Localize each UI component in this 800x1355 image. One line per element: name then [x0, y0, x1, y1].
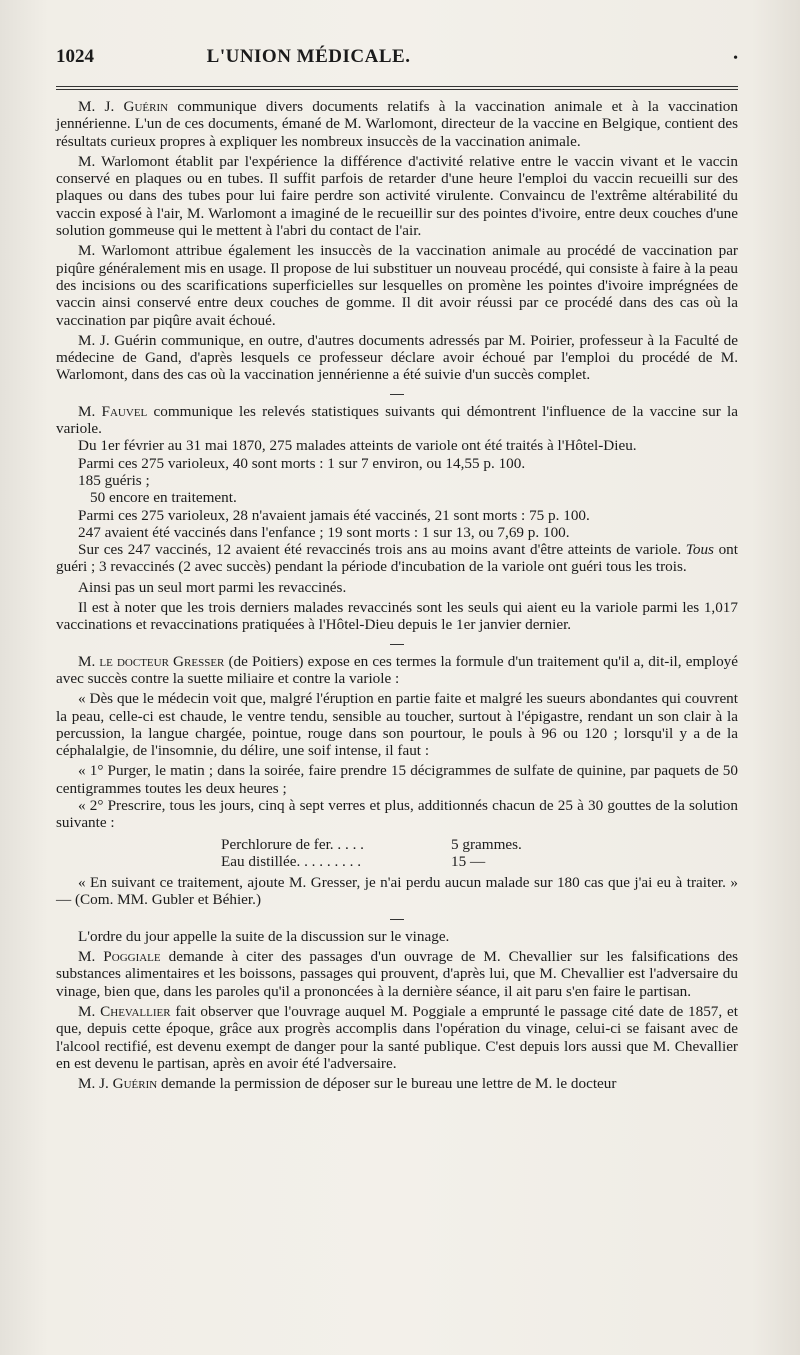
- ingredient-quantity: 5 grammes.: [451, 835, 522, 853]
- section-divider: [390, 394, 404, 395]
- quoted-paragraph: « Dès que le médecin voit que, malgré l'éruption en partie faite et malgré les sueurs abondantes qui couvrent la peau, celle-ci est chaude, le ventre tendu, sensible au toucher, surtout à l'épigastre, rendant un son clair à la percussion, la langue chargée, pointue, rouge dans son pourtour, le pouls à 96 ou 120 ; lorsqu'il y a de la céphalalgie, de l'insomnie, du délire, une soif intense, il faut :: [56, 690, 738, 760]
- paragraph: Ainsi pas un seul mort parmi les revaccinés.: [78, 578, 347, 596]
- quoted-paragraph: « 2° Prescrire, tous les jours, cinq à sept verres et plus, additionnés chacun de 25 à 30 gouttes de la solution suivante :: [56, 796, 738, 832]
- article-body: [56, 98, 738, 1092]
- speaker-name: M. Chevallier: [78, 1002, 171, 1020]
- formula-row: [221, 836, 738, 853]
- speaker-name: M. J. Guérin: [78, 98, 169, 115]
- emphasis: Tous: [685, 541, 714, 559]
- statistic-line: 185 guéris ;: [78, 471, 150, 489]
- section-divider: [390, 644, 404, 645]
- paragraph: M. Poggiale demande à citer des passages d'un ouvrage de M. Chevallier sur les falsifications des substances alimentaires et les boissons, passages qui prouvent, d'après lui, que M. Chevallier est l'adversaire du vinage, bien que, dans les paroles qu'il a prononcées à la dernière séance, il ait paru s'en faire le partisan.: [56, 948, 738, 1000]
- paragraph: M. Warlomont établit par l'expérience la différence d'activité relative entre le vaccin vivant et le vaccin conservé en plaques ou en tubes. Il suffit parfois de retarder d'une heure l'emploi du vaccin recueilli sur des plaques ou dans des tubes pour lui faire perdre son activité virulente. Convaincu de l'extrême altérabilité du vaccin exposé à l'air, M. Warlomont a imaginé de le recueillir sur des pointes d'ivoire, entre deux couches d'une solution gommeuse qui le mettent à l'abri du contact de l'air.: [56, 152, 738, 240]
- header-rule: [56, 86, 738, 90]
- paragraph: M. J. Guérin demande la permission de déposer sur le bureau une lettre de M. le docteur: [78, 1075, 617, 1093]
- ingredient-quantity: 15 —: [451, 852, 486, 870]
- prescription-formula: [221, 836, 738, 871]
- paragraph: M. Chevallier fait observer que l'ouvrage auquel M. Poggiale a emprunté le passage cité date de 1857, et que, depuis cette époque, grâce aux progrès accomplis dans l'opération du vinage, celui-ci se faisant avec de l'alcool rectifié, est devenu exempt de danger pour la santé publique. C'est depuis lors aussi que M. Chevallier en est devenu le partisan, après en avoir été l'adversaire.: [56, 1002, 738, 1072]
- speaker-name: M. J. Guérin: [78, 1075, 158, 1093]
- header-mark: •: [733, 51, 738, 66]
- quoted-paragraph: « En suivant ce traitement, ajoute M. Gresser, je n'ai perdu aucun malade sur 180 cas que j'ai eu à traiter. » — (Com. MM. Gubler et Béhier.): [56, 874, 738, 909]
- section-divider: [390, 919, 404, 920]
- statistic-line: Parmi ces 275 varioleux, 28 n'avaient jamais été vaccinés, 21 sont morts : 75 p. 100.: [78, 506, 590, 524]
- paragraph: L'ordre du jour appelle la suite de la discussion sur le vinage.: [78, 927, 450, 945]
- paragraph: M. le docteur Gresser (de Poitiers) expose en ces termes la formule d'un traitement qu'il a, dit-il, employé avec succès contre la suette miliaire et contre la variole :: [56, 652, 738, 687]
- statistic-line: Du 1er février au 31 mai 1870, 275 malades atteints de variole ont été traités à l'Hôtel-Dieu.: [78, 437, 637, 455]
- speaker-name: M. Fauvel: [78, 402, 148, 420]
- paragraph: M. J. Guérin communique, en outre, d'autres documents adressés par M. Poirier, professeur à la Faculté de médecine de Gand, d'après lesquels ce professeur déclare avoir échoué par l'emploi du procédé de M. Warlomont, dans des cas où la vaccination jennérienne a été suivie d'un succès complet.: [56, 331, 738, 384]
- paragraph: M. Warlomont attribue également les insuccès de la vaccination animale au procédé de vaccination par piqûre généralement mis en usage. Il propose de lui substituer un nouveau procédé, qui consiste à faire à la peau des incisions ou des scarifications superficielles sur lesquelles on promène les pointes d'ivoire imprégnées de vaccin ainsi conservé entre deux couches de gomme. Il dit avoir réussi par ce procédé dans des cas où la vaccination par piqûre avait échoué.: [56, 242, 738, 329]
- ingredient-name: Eau distillée. . . . . . . . .: [221, 852, 362, 870]
- statistic-line: 50 encore en traitement.: [90, 489, 237, 507]
- page-number: 1024: [56, 46, 94, 67]
- statistic-line: Sur ces 247 vaccinés, 12 avaient été revaccinés trois ans au moins avant d'être atteints de variole. Tous ont guéri ; 3 revaccinés (2 avec succès) pendant la période d'incubation de la variole ont guéri tous les trois.: [56, 541, 738, 576]
- paragraph: Il est à noter que les trois derniers malades revaccinés sont les seuls qui aient eu la variole parmi les 1,017 vaccinations et revaccinations pratiquées à l'Hôtel-Dieu depuis le 1er janvier dernier.: [56, 599, 738, 634]
- speaker-name: M. Poggiale: [78, 948, 161, 966]
- speaker-name: M. le docteur Gresser: [78, 652, 225, 670]
- ingredient-name: Perchlorure de fer. . . . .: [221, 835, 364, 853]
- statistic-line: 247 avaient été vaccinés dans l'enfance ; 19 sont morts : 1 sur 13, ou 7,69 p. 100.: [78, 523, 570, 541]
- page-header: [56, 46, 738, 76]
- quoted-paragraph: « 1° Purger, le matin ; dans la soirée, faire prendre 15 décigrammes de sulfate de quinine, par paquets de 50 centigrammes toutes les deux heures ;: [56, 762, 738, 797]
- formula-row: [221, 853, 738, 870]
- paragraph: M. Fauvel communique les relevés statistiques suivants qui démontrent l'influence de la vaccine sur la variole.: [56, 402, 738, 438]
- running-title: L'UNION MÉDICALE.: [206, 46, 411, 67]
- statistic-line: Parmi ces 275 varioleux, 40 sont morts : 1 sur 7 environ, ou 14,55 p. 100.: [78, 454, 526, 472]
- paragraph: M. J. Guérin communique divers documents relatifs à la vaccination animale et à la vaccination jennérienne. L'un de ces documents, émané de M. Warlomont, directeur de la vaccine en Belgique, contient des résultats curieux propres à expliquer les nombreux insuccès de la vaccination animale.: [56, 98, 738, 150]
